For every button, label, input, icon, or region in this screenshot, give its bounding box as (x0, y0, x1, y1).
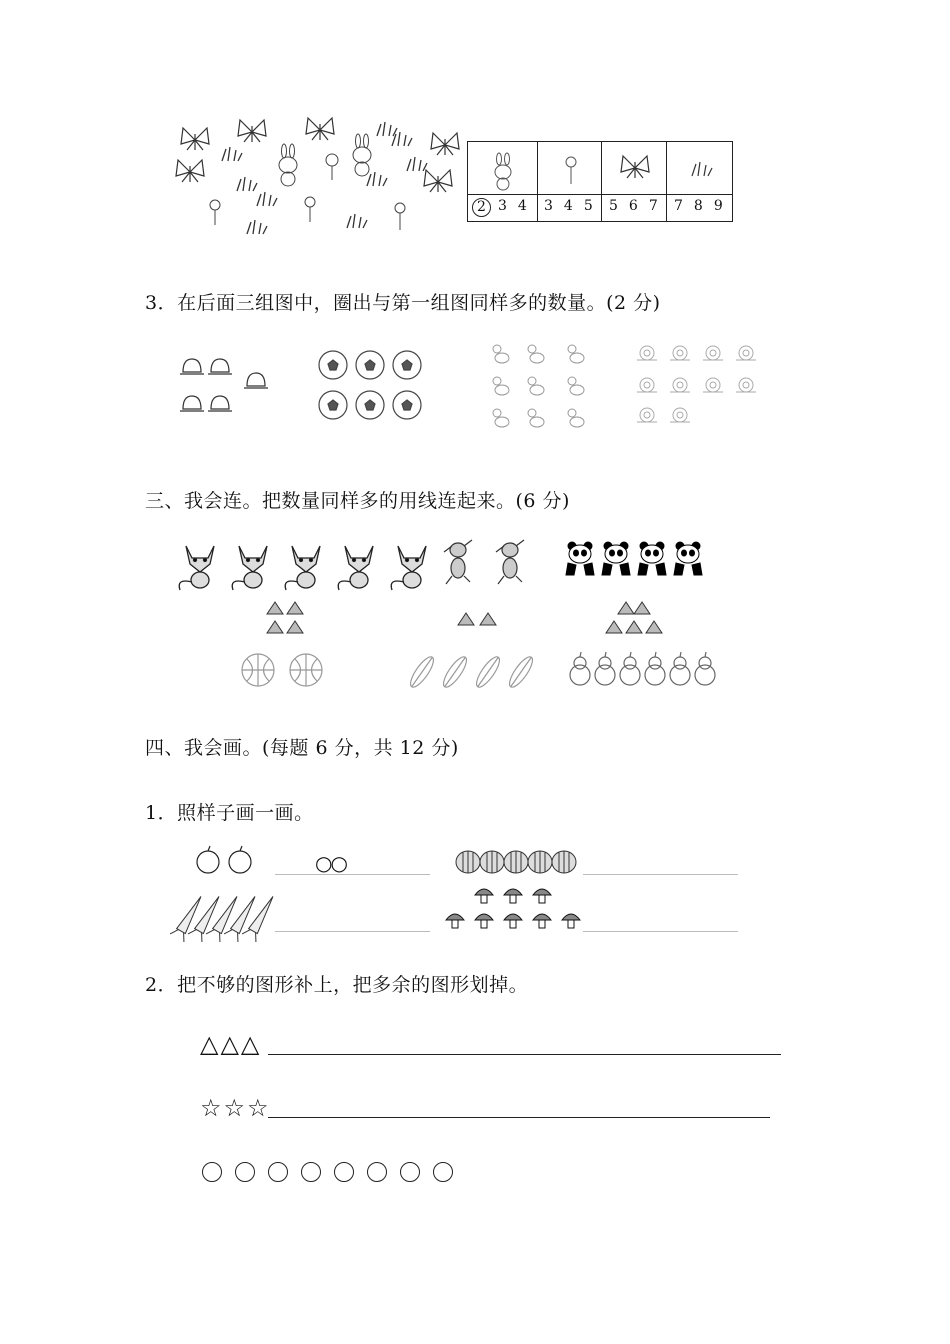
table-options-rabbit: 2 3 4 (475, 198, 527, 217)
answer-line[interactable] (268, 1054, 781, 1055)
section-4-heading: 四、我会画。(每题 6 分，共 12 分) (145, 737, 459, 759)
counting-table (467, 141, 733, 222)
answer-line[interactable] (275, 931, 430, 932)
triangle-row: △△△ (200, 1030, 262, 1058)
answer-line[interactable] (583, 931, 738, 932)
apple-icon (197, 846, 251, 873)
flower-icon (566, 157, 576, 184)
circled-answer: 2 (472, 198, 491, 217)
rabbit-icon (495, 153, 511, 190)
circle-shape (334, 1162, 354, 1182)
flower-icon (210, 154, 405, 230)
leaf-icon (407, 654, 536, 690)
circle-row (202, 1162, 453, 1182)
q3-pictures (170, 335, 780, 445)
circle-shape (301, 1162, 321, 1182)
triangle-icon (267, 602, 662, 633)
question-3: 3．在后面三组图中，圈出与第一组图同样多的数量。(2 分) (145, 292, 661, 314)
circle-shape (235, 1162, 255, 1182)
mushroom-icon (446, 889, 580, 928)
grass-icon (222, 122, 427, 234)
grass-icon (692, 162, 712, 176)
dog-icon (444, 540, 524, 584)
answer-line[interactable] (268, 1117, 770, 1118)
question-4-1: 1．照样子画一画。 (145, 802, 314, 824)
table-options-grass: 7 8 9 (674, 198, 723, 214)
snail-icon (637, 346, 756, 422)
star-row: ☆☆☆ (200, 1094, 271, 1122)
peach-icon (180, 359, 268, 411)
table-options-butterfly: 5 6 7 (609, 198, 658, 214)
question-4-2: 2．把不够的图形补上，把多余的图形划掉。 (145, 974, 529, 996)
table-pictures (468, 142, 734, 194)
fox-icon (179, 546, 426, 590)
section-3-heading: 三、我会连。把数量同样多的用线连起来。(6 分) (145, 490, 570, 512)
carrot-icon (170, 892, 280, 942)
table-options-flower: 3 4 5 (544, 198, 593, 214)
panda-icon (566, 542, 702, 575)
circle-shape (367, 1162, 387, 1182)
butterfly-icon (621, 156, 649, 178)
basketball-icon (242, 654, 322, 686)
duck-icon (493, 345, 584, 427)
butterfly-icon (176, 118, 459, 192)
circle-shape (202, 1162, 222, 1182)
circle-shape (400, 1162, 420, 1182)
matching-pictures (170, 530, 730, 695)
rabbit-icon (279, 134, 371, 186)
answer-line[interactable] (583, 874, 738, 875)
answer-line[interactable] (275, 874, 430, 875)
circle-shape (268, 1162, 288, 1182)
soccer-ball-icon (319, 351, 421, 419)
pear-icon (570, 652, 715, 685)
watermelon-icon (456, 851, 576, 873)
circle-shape (433, 1162, 453, 1182)
picture-group-top (170, 110, 460, 245)
drawing-pictures (170, 840, 760, 940)
sample-drawn-circles: ○○ (315, 851, 346, 875)
